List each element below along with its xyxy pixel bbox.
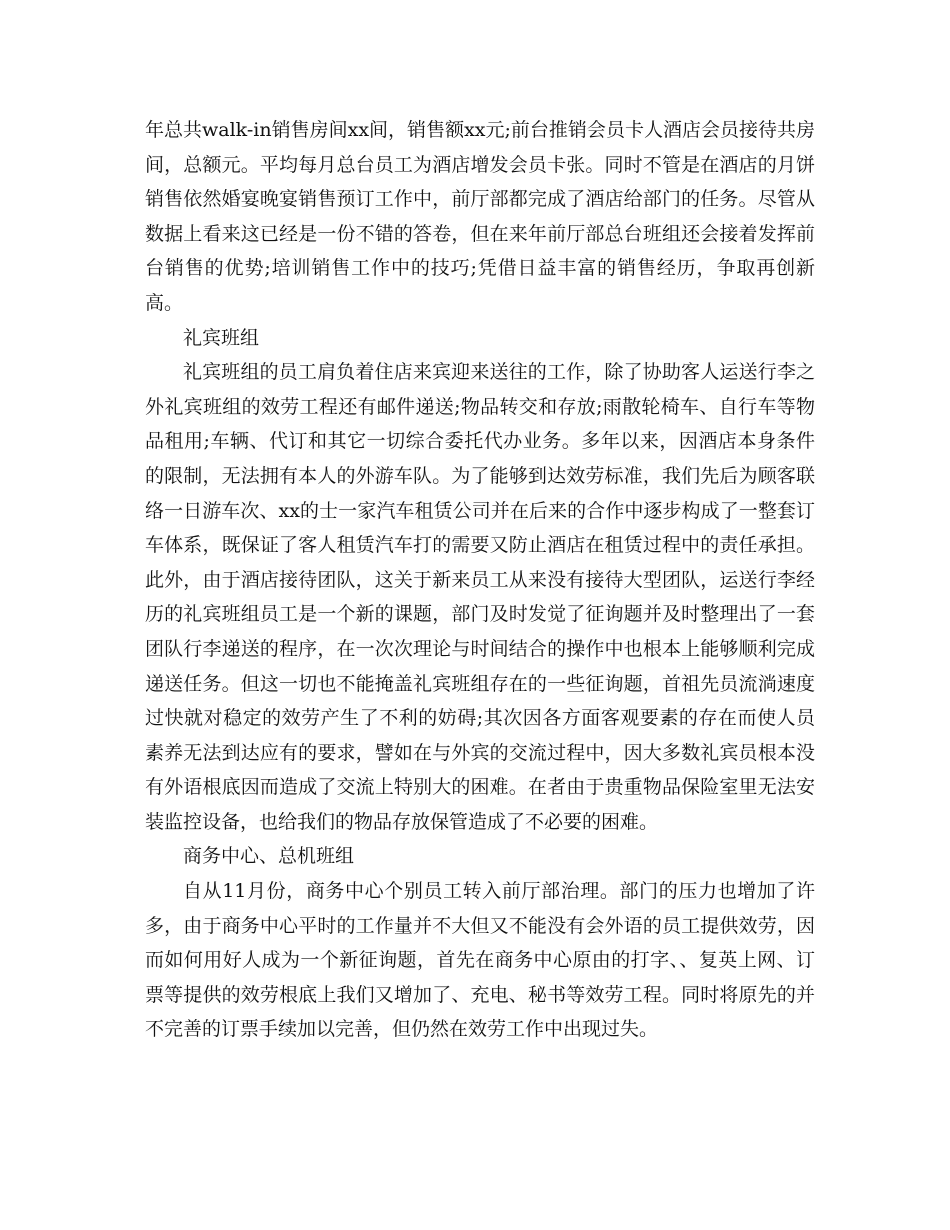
paragraph-business-center: 自从11月份，商务中心个别员工转入前厅部治理。部门的压力也增加了许多，由于商务中心平时的工作量并不大但又不能没有会外语的员工提供效劳，因而如何用好人成为一个新征询题，首先在商务中心原由的打字、、复英上网、订票等提供的效劳根底上我们又增加了、充电、秘书等效劳工程。同时将原先的并不完善的订票手续加以完善，但仍然在效劳工作中出现过失。 — [145, 880, 815, 1041]
paragraph-concierge: 礼宾班组的员工肩负着住店来宾迎来送往的工作，除了协助客人运送行李之外礼宾班组的效劳工程还有邮件递送;物品转交和存放;雨散轮椅车、自行车等物品租用;车辆、代订和其它一切综合委托代办业务。多年以来，因酒店本身条件的限制，无法拥有本人的外游车队。为了能够到达效劳标准，我们先后为顾客联络一日游车次、xx的士一家汽车租赁公司并在后来的合作中逐步构成了一整套订车体系，既保证了客人租赁汽车打的需要又防止酒店在租赁过程中的责任承担。此外，由于酒店接待团队，这关于新来员工从来没有接待大型团队，运送行李经历的礼宾班组员工是一个新的课题，部门及时发觉了征询题并及时整理出了一套团队行李递送的程序，在一次次理论与时间结合的操作中也根本上能够顺利完成递送任务。但这一切也不能掩盖礼宾班组存在的一些征询题，首祖先员流淌速度过快就对稳定的效劳产生了不利的妨碍;其次因各方面客观要素的存在而使人员素养无法到达应有的要求，譬如在与外宾的交流过程中，因大多数礼宾员根本没有外语根底因而造成了交流上特别大的困难。在者由于贵重物品保险室里无法安装监控设备，也给我们的物品存放保管造成了不必要的困难。 — [145, 361, 815, 833]
section-heading-business-center: 商务中心、总机班组 — [183, 845, 355, 868]
document-body — [145, 113, 815, 1047]
section-heading-concierge: 礼宾班组 — [183, 326, 260, 349]
paragraph-sales-summary: 年总共walk-in销售房间xx间，销售额xx元;前台推销会员卡人酒店会员接待共房间，总额元。平均每月总台员工为酒店增发会员卡张。同时不管是在酒店的月饼销售依然婚宴晚宴销售预订工作中，前厅部都完成了酒店给部门的任务。尽管从数据上看来这已经是一份不错的答卷，但在来年前厅部总台班组还会接着发挥前台销售的优势;培训销售工作中的技巧;凭借日益丰富的销售经历，争取再创新高。 — [145, 119, 815, 314]
